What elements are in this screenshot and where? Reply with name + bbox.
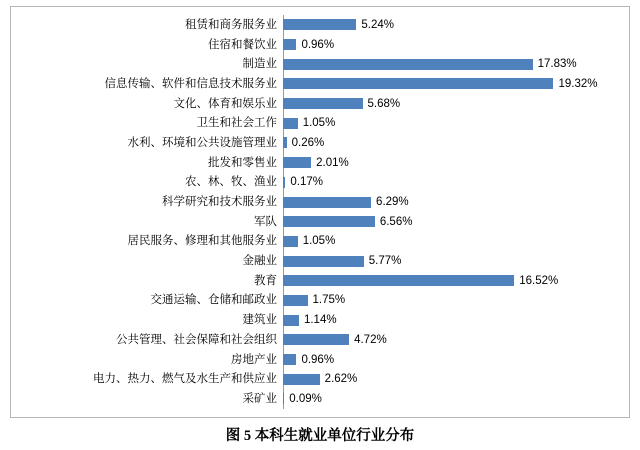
value-label: 19.32% bbox=[558, 77, 598, 90]
chart-area bbox=[10, 6, 630, 418]
bar bbox=[283, 393, 284, 404]
bar-row bbox=[231, 350, 621, 370]
bar-row bbox=[254, 271, 621, 291]
bar bbox=[283, 137, 287, 148]
value-label: 2.62% bbox=[324, 373, 358, 386]
bar-row bbox=[185, 173, 621, 193]
value-label: 17.83% bbox=[537, 58, 577, 71]
value-label: 4.72% bbox=[354, 333, 387, 346]
category-label: 建筑业 bbox=[242, 314, 277, 327]
bar-row bbox=[242, 310, 621, 330]
category-label: 交通运输、仓储和邮政业 bbox=[150, 294, 277, 307]
bar-row bbox=[127, 133, 621, 153]
bar bbox=[283, 98, 363, 109]
value-label: 6.29% bbox=[376, 196, 409, 209]
category-label: 信息传输、软件和信息技术服务业 bbox=[104, 77, 277, 90]
bar bbox=[283, 177, 285, 188]
value-label: 1.05% bbox=[302, 117, 336, 130]
value-label: 1.75% bbox=[312, 294, 346, 307]
category-label: 房地产业 bbox=[231, 353, 277, 366]
category-label: 教育 bbox=[254, 274, 277, 287]
value-label: 0.96% bbox=[301, 353, 335, 366]
bar-row bbox=[185, 15, 621, 35]
value-label: 16.52% bbox=[519, 274, 559, 287]
category-label: 电力、热力、燃气及水生产和供应业 bbox=[93, 373, 277, 386]
bar bbox=[283, 78, 553, 89]
bar bbox=[283, 374, 320, 385]
bar-row bbox=[242, 389, 621, 409]
bar bbox=[283, 118, 298, 129]
bar-row bbox=[104, 74, 621, 94]
category-label: 文化、体育和娱乐业 bbox=[173, 97, 277, 110]
bar-row bbox=[150, 291, 621, 311]
category-label: 居民服务、修理和其他服务业 bbox=[127, 235, 277, 248]
bar-row bbox=[173, 94, 621, 114]
value-label: 5.77% bbox=[368, 255, 402, 268]
value-label: 1.05% bbox=[302, 235, 336, 248]
bar bbox=[283, 39, 296, 50]
bar bbox=[283, 275, 514, 286]
bar bbox=[283, 197, 371, 208]
bar-row bbox=[208, 35, 621, 55]
category-label: 公共管理、社会保障和社会组织 bbox=[116, 333, 277, 346]
category-label: 批发和零售业 bbox=[208, 156, 277, 169]
bar bbox=[283, 256, 364, 267]
bar-row bbox=[116, 330, 621, 350]
bar-row bbox=[242, 54, 621, 74]
value-label: 5.68% bbox=[367, 97, 401, 110]
bar bbox=[283, 334, 349, 345]
value-label: 0.26% bbox=[291, 136, 325, 149]
bar bbox=[283, 354, 296, 365]
plot-region bbox=[93, 15, 621, 409]
category-label: 科学研究和技术服务业 bbox=[162, 196, 277, 209]
category-label: 农、林、牧、渔业 bbox=[185, 176, 277, 189]
bar bbox=[283, 19, 356, 30]
value-label: 6.56% bbox=[379, 215, 413, 228]
bar bbox=[283, 157, 311, 168]
value-label: 1.14% bbox=[303, 314, 337, 327]
bar bbox=[283, 315, 299, 326]
figure-caption: 图 5 本科生就业单位行业分布 bbox=[225, 428, 415, 444]
category-label: 制造业 bbox=[242, 58, 277, 71]
bar bbox=[283, 59, 533, 70]
bar bbox=[283, 236, 298, 247]
category-label: 金融业 bbox=[242, 255, 277, 268]
bar-row bbox=[93, 369, 621, 389]
category-label: 租赁和商务服务业 bbox=[185, 18, 277, 31]
value-label: 0.96% bbox=[301, 38, 335, 51]
bar-row bbox=[208, 153, 621, 173]
value-label: 0.09% bbox=[289, 392, 322, 405]
bar-row bbox=[254, 212, 621, 232]
bar-row bbox=[162, 192, 621, 212]
bar-row bbox=[127, 232, 621, 252]
bar-rows bbox=[93, 15, 621, 409]
bar bbox=[283, 295, 308, 306]
bar-row bbox=[242, 251, 621, 271]
category-label: 军队 bbox=[254, 215, 277, 228]
value-label: 0.17% bbox=[290, 176, 323, 189]
category-label: 住宿和餐饮业 bbox=[208, 38, 277, 51]
bar-row bbox=[196, 113, 621, 133]
category-label: 卫生和社会工作 bbox=[196, 117, 277, 130]
category-label: 水利、环境和公共设施管理业 bbox=[127, 136, 277, 149]
value-label: 2.01% bbox=[316, 156, 349, 169]
category-label: 采矿业 bbox=[242, 392, 277, 405]
value-label: 5.24% bbox=[361, 18, 394, 31]
bar bbox=[283, 216, 375, 227]
